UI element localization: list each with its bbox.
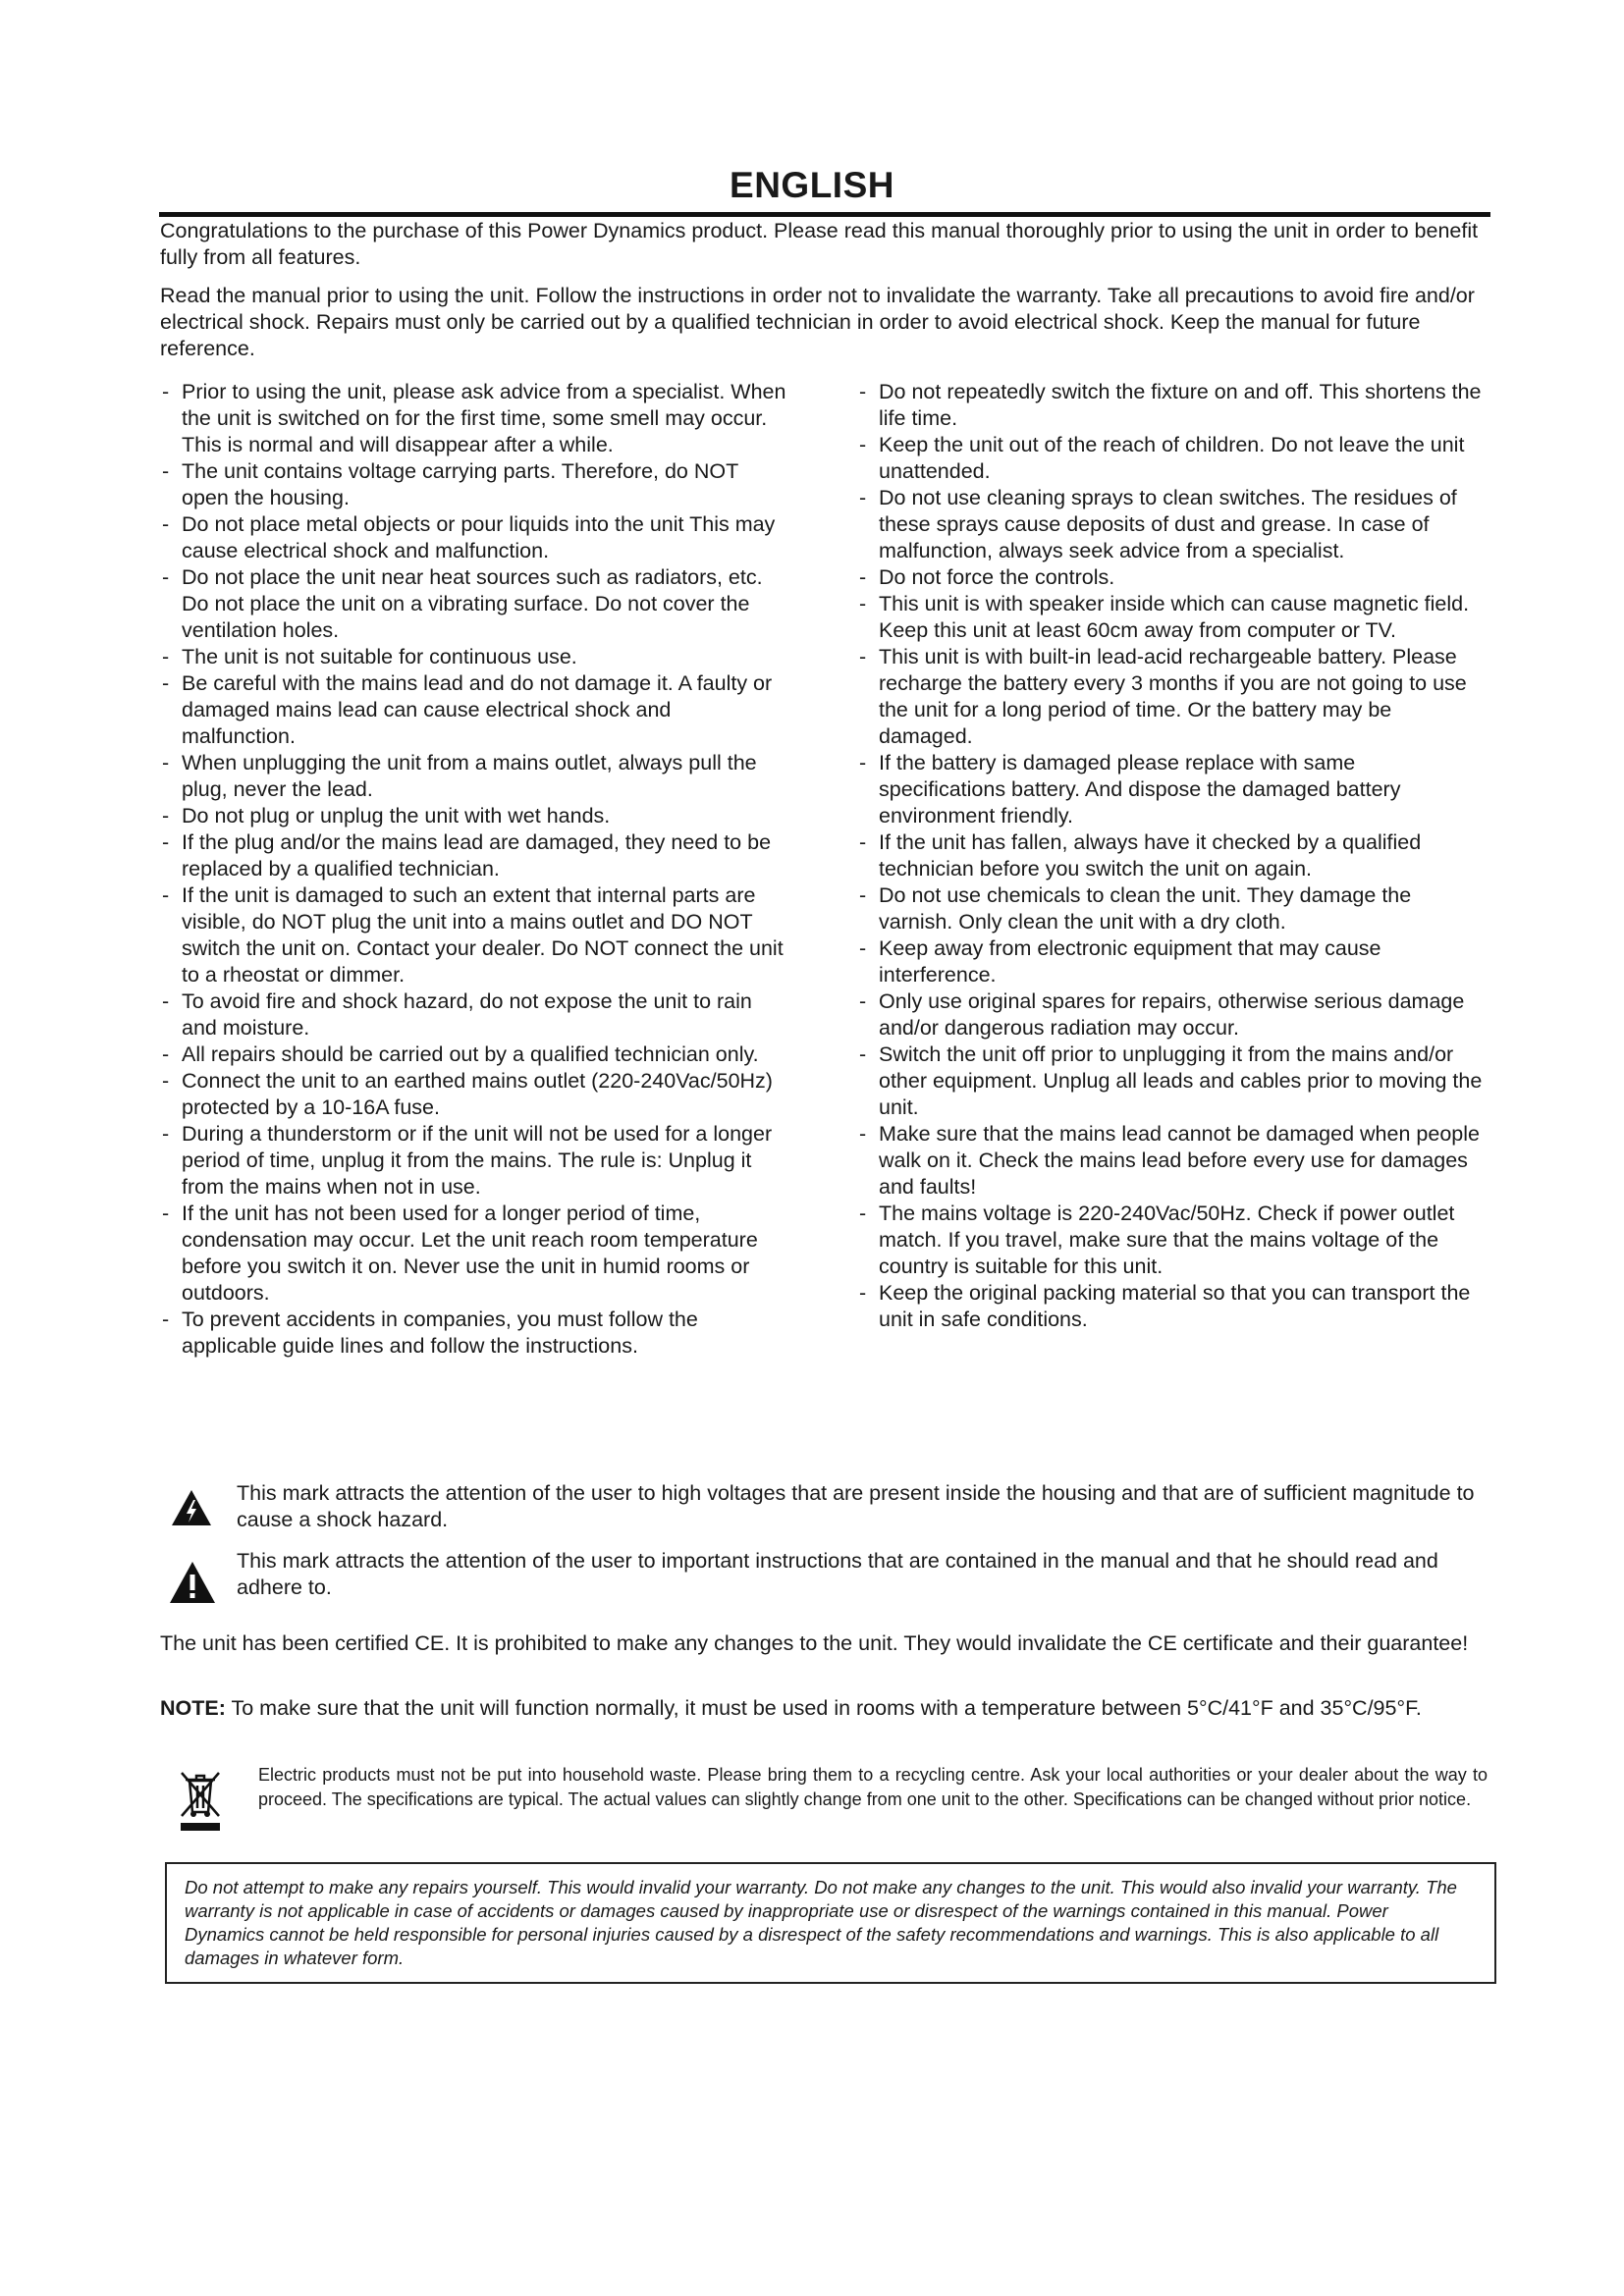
instruction-item: - This unit is with built-in lead-acid rechargeable battery. Please recharge the battery every 3 months if you are not going to use the unit for a long period of time. Or the battery may be damaged. <box>857 644 1486 750</box>
safety-instructions <box>160 379 1486 1360</box>
instruction-item: - If the plug and/or the mains lead are damaged, they need to be replaced by a qualified technician. <box>160 829 788 882</box>
instruction-item: - The mains voltage is 220-240Vac/50Hz. Check if power outlet match. If you travel, make sure that the mains voltage of the country is suitable for this unit. <box>857 1201 1486 1280</box>
instruction-item: - If the unit is damaged to such an extent that internal parts are visible, do NOT plug the unit into a mains outlet and DO NOT switch the unit on. Contact your dealer. Do NOT connect the unit to a rheostat or dimmer. <box>160 882 788 988</box>
disclaimer-box: Do not attempt to make any repairs yourself. This would invalid your warranty. Do not make any changes to the unit. This would also invalid your warranty. The warranty is not applicable in case of accidents or damages caused by inappropriate use or disrespect of the warnings contained in this manual. Power Dynamics cannot be held responsible for personal injuries caused by a disrespect of the safety recommendations and warnings. This is also applicable to all damages in whatever form. <box>165 1862 1496 1984</box>
instruction-item: - To prevent accidents in companies, you must follow the applicable guide lines and follow the instructions. <box>160 1307 788 1360</box>
instruction-item: - Keep the unit out of the reach of children. Do not leave the unit unattended. <box>857 432 1486 485</box>
instruction-item: - The unit contains voltage carrying parts. Therefore, do NOT open the housing. <box>160 458 788 511</box>
instruction-item: - If the battery is damaged please replace with same specifications battery. And dispose the damaged battery environment friendly. <box>857 750 1486 829</box>
instruction-item: - Switch the unit off prior to unplugging it from the mains and/or other equipment. Unplug all leads and cables prior to moving the unit. <box>857 1041 1486 1121</box>
high-voltage-warning <box>160 1480 1490 1533</box>
high-voltage-icon <box>170 1488 213 1527</box>
instruction-item: - During a thunderstorm or if the unit will not be used for a longer period of time, unplug it from the mains. The rule is: Unplug it from the mains when not in use. <box>160 1121 788 1201</box>
note-paragraph <box>160 1695 1486 1722</box>
instruction-item: - Make sure that the mains lead cannot be damaged when people walk on it. Check the mains lead before every use for damages and faults! <box>857 1121 1486 1201</box>
instruction-item: - All repairs should be carried out by a qualified technician only. <box>160 1041 788 1068</box>
instruction-item: - Do not use chemicals to clean the unit. They damage the varnish. Only clean the unit with a dry cloth. <box>857 882 1486 935</box>
page-title: ENGLISH <box>730 165 894 205</box>
instruction-item: - Do not plug or unplug the unit with wet hands. <box>160 803 788 829</box>
instruction-item: - If the unit has not been used for a longer period of time, condensation may occur. Let the unit reach room temperature before you switch it on. Never use the unit in humid rooms or outdoors. <box>160 1201 788 1307</box>
note-label: NOTE: <box>160 1696 226 1720</box>
instruction-item: - Do not force the controls. <box>857 564 1486 591</box>
instruction-item: - Do not place the unit near heat sources such as radiators, etc. Do not place the unit on a vibrating surface. Do not cover the ventilation holes. <box>160 564 788 644</box>
safety-list-right <box>857 379 1486 1360</box>
read-manual-paragraph: Read the manual prior to using the unit. Follow the instructions in order not to invalidate the warranty. Take all precautions to avoid fire and/or electrical shock. Repairs must only be carried out by a qualified technician in order to avoid electrical shock. Keep the manual for future reference. <box>160 284 1475 360</box>
safety-list-left <box>160 379 788 1360</box>
instruction-item: - The unit is not suitable for continuous use. <box>160 644 788 670</box>
weee-notice <box>160 1763 1490 1832</box>
note-text: To make sure that the unit will function normally, it must be used in rooms with a temperature between 5°C/41°F and 35°C/95°F. <box>231 1696 1422 1720</box>
instruction-item: - To avoid fire and shock hazard, do not expose the unit to rain and moisture. <box>160 988 788 1041</box>
intro-paragraph: Congratulations to the purchase of this Power Dynamics product. Please read this manual thoroughly prior to using the unit in order to benefit fully from all features. <box>160 219 1479 269</box>
instruction-item: - Do not use cleaning sprays to clean switches. The residues of these sprays cause deposits of dust and grease. In case of malfunction, always seek advice from a specialist. <box>857 485 1486 564</box>
high-voltage-text: This mark attracts the attention of the user to high voltages that are present inside the housing and that are of sufficient magnitude to cause a shock hazard. <box>237 1481 1475 1531</box>
weee-text: Electric products must not be put into household waste. Please bring them to a recycling centre. Ask your local authorities or your dealer about the way to proceed. The specifications are typical. The actual values can slightly change from one unit to the other. Specifications can be changed without prior notice. <box>258 1765 1488 1809</box>
instruction-item: - Keep away from electronic equipment that may cause interference. <box>857 935 1486 988</box>
exclamation-warning-icon <box>168 1560 217 1605</box>
ce-paragraph: The unit has been certified CE. It is prohibited to make any changes to the unit. They would invalidate the CE certificate and their guarantee! <box>160 1631 1469 1655</box>
instruction-item: - Do not place metal objects or pour liquids into the unit This may cause electrical shock and malfunction. <box>160 511 788 564</box>
crossed-bin-icon <box>176 1767 225 1832</box>
instruction-item: - Do not repeatedly switch the fixture on and off. This shortens the life time. <box>857 379 1486 432</box>
instruction-item: - Be careful with the mains lead and do not damage it. A faulty or damaged mains lead can cause electrical shock and malfunction. <box>160 670 788 750</box>
instruction-item: - Prior to using the unit, please ask advice from a specialist. When the unit is switched on for the first time, some smell may occur. This is normal and will disappear after a while. <box>160 379 788 458</box>
instruction-item: - Only use original spares for repairs, otherwise serious damage and/or dangerous radiation may occur. <box>857 988 1486 1041</box>
instructions-warning <box>160 1548 1490 1605</box>
instruction-item: - When unplugging the unit from a mains outlet, always pull the plug, never the lead. <box>160 750 788 803</box>
instruction-item: - Keep the original packing material so that you can transport the unit in safe conditions. <box>857 1280 1486 1333</box>
instruction-item: - If the unit has fallen, always have it checked by a qualified technician before you switch the unit on again. <box>857 829 1486 882</box>
instruction-item: - This unit is with speaker inside which can cause magnetic field. Keep this unit at least 60cm away from computer or TV. <box>857 591 1486 644</box>
title-divider <box>159 212 1490 217</box>
instructions-warning-text: This mark attracts the attention of the user to important instructions that are contained in the manual and that he should read and adhere to. <box>237 1549 1438 1599</box>
instruction-item: - Connect the unit to an earthed mains outlet (220-240Vac/50Hz) protected by a 10-16A fuse. <box>160 1068 788 1121</box>
